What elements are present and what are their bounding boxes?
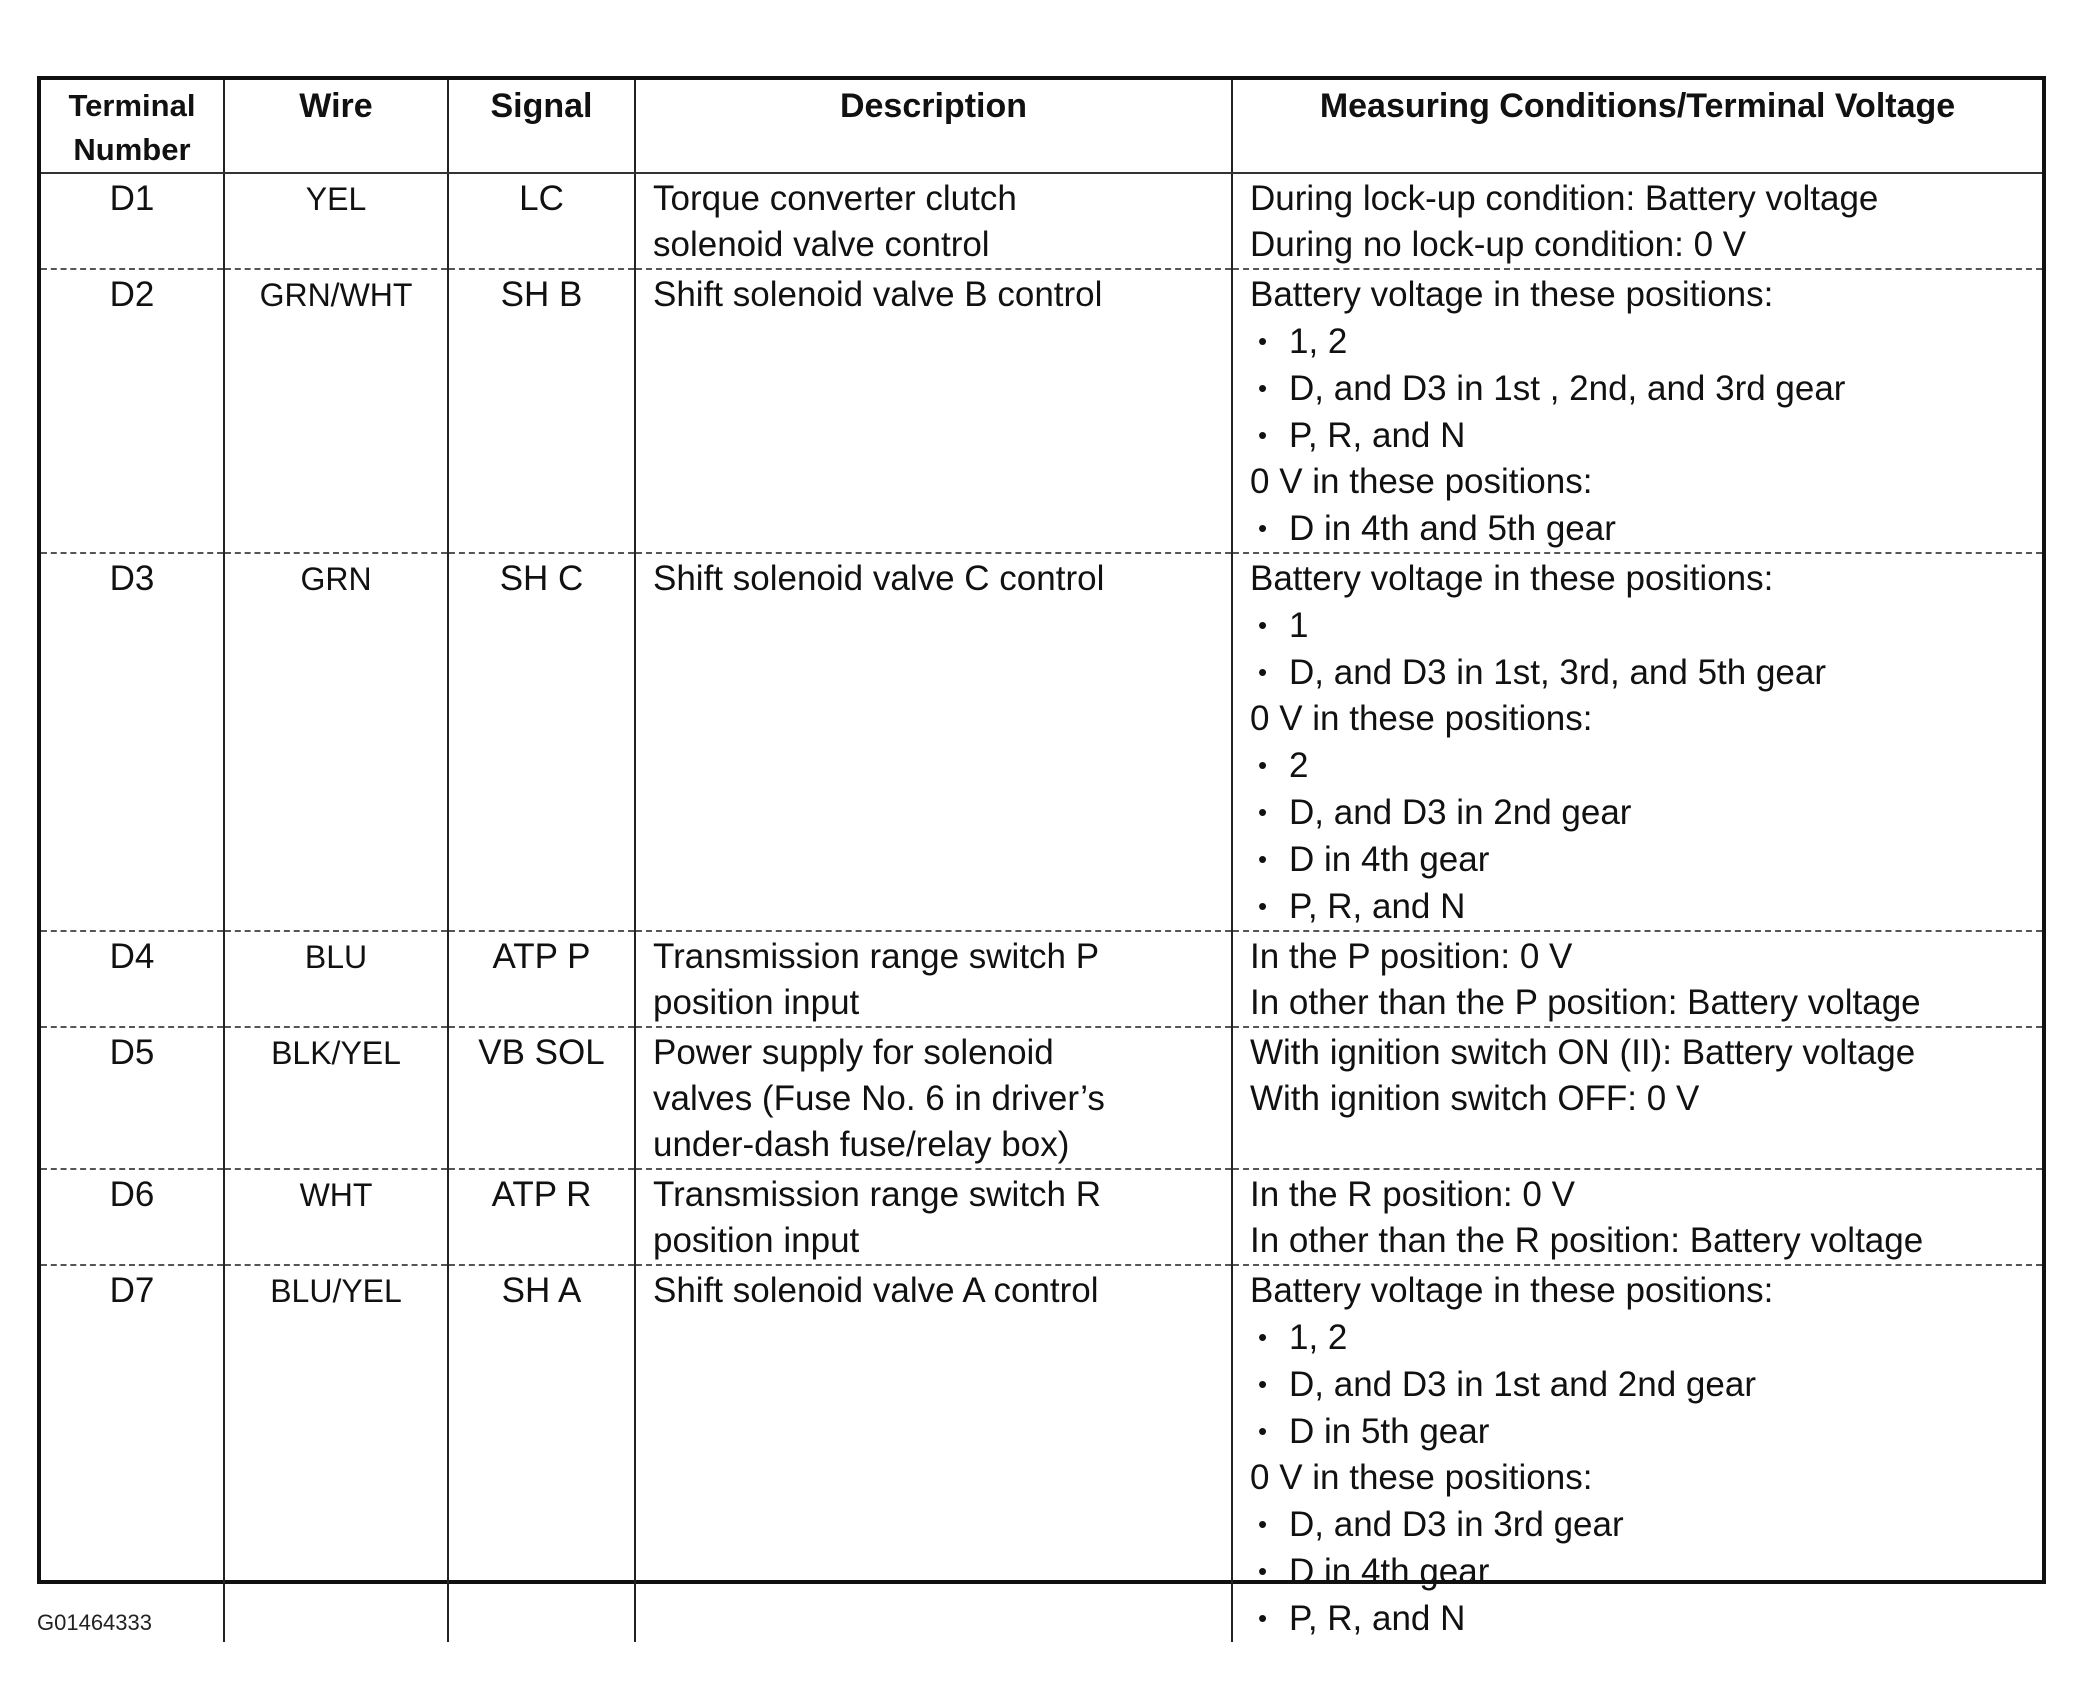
condition-text: D, and D3 in 1st, 3rd, and 5th gear: [1289, 653, 1826, 692]
header-signal: [448, 80, 635, 173]
header-line: Number: [73, 132, 191, 167]
description-cell: [635, 173, 1232, 269]
terminal-number-cell: [41, 1265, 224, 1642]
signal-name: SH A: [501, 1271, 582, 1310]
header-terminal-number: [41, 80, 224, 173]
description-cell: [635, 553, 1232, 931]
table-row: [41, 1265, 2042, 1642]
wire-color: WHT: [299, 1177, 373, 1213]
condition-line: During lock-up condition: Battery voltage: [1250, 179, 1879, 218]
header-description: [635, 80, 1232, 173]
condition-bullet-item: [1250, 789, 2042, 836]
condition-line: In the R position: 0 V: [1250, 1175, 1575, 1214]
condition-line: Battery voltage in these positions:: [1250, 559, 1774, 598]
table-row: [41, 269, 2042, 553]
condition-text: P, R, and N: [1289, 1599, 1466, 1638]
terminal-number-cell: [41, 931, 224, 1027]
bullet-icon: •: [1258, 891, 1268, 921]
table-row: [41, 1027, 2042, 1169]
wire-color-cell: [224, 1169, 448, 1265]
wire-color-cell: [224, 269, 448, 553]
table-row: [41, 553, 2042, 931]
wire-color-cell: [224, 1027, 448, 1169]
signal-name: ATP P: [492, 937, 591, 976]
conditions-cell: [1232, 1265, 2042, 1642]
terminal-number: D5: [109, 1033, 155, 1072]
terminal-voltage-table: [41, 80, 2042, 1642]
condition-bullet-item: [1250, 1408, 2042, 1455]
description-cell: [635, 931, 1232, 1027]
description-line: position input: [653, 1221, 860, 1260]
condition-line: In the P position: 0 V: [1250, 937, 1573, 976]
table-row: [41, 931, 2042, 1027]
condition-text: D in 5th gear: [1289, 1412, 1490, 1451]
bullet-icon: •: [1258, 1369, 1268, 1399]
terminal-number-cell: [41, 269, 224, 553]
terminal-number: D4: [109, 937, 155, 976]
condition-line: Battery voltage in these positions:: [1250, 275, 1774, 314]
wire-color: BLK/YEL: [271, 1035, 401, 1071]
terminal-number-cell: [41, 173, 224, 269]
wire-color: YEL: [305, 181, 367, 217]
conditions-cell: [1232, 931, 2042, 1027]
header-line: Signal: [490, 87, 593, 125]
condition-bullet-item: [1250, 836, 2042, 883]
condition-text: D, and D3 in 3rd gear: [1289, 1505, 1624, 1544]
description-cell: [635, 1169, 1232, 1265]
condition-text: D, and D3 in 1st and 2nd gear: [1289, 1365, 1756, 1404]
wire-color: GRN: [300, 561, 372, 597]
signal-name: ATP R: [491, 1175, 592, 1214]
condition-text: P, R, and N: [1289, 887, 1466, 926]
condition-bullet-item: [1250, 602, 2042, 649]
description-line: valves (Fuse No. 6 in driver’s: [653, 1079, 1105, 1118]
description-line: Shift solenoid valve B control: [653, 275, 1103, 314]
signal-name: VB SOL: [478, 1033, 605, 1072]
condition-text: 1, 2: [1289, 1318, 1348, 1357]
condition-bullet-item: [1250, 1595, 2042, 1642]
description-line: solenoid valve control: [653, 225, 990, 264]
bullet-icon: •: [1258, 657, 1268, 687]
terminal-number: D2: [109, 275, 155, 314]
signal-cell: [448, 1169, 635, 1265]
condition-text: D, and D3 in 1st , 2nd, and 3rd gear: [1289, 369, 1846, 408]
condition-line: With ignition switch OFF: 0 V: [1250, 1079, 1700, 1118]
description-line: under-dash fuse/relay box): [653, 1125, 1070, 1164]
terminal-number: D6: [109, 1175, 155, 1214]
terminal-number-cell: [41, 553, 224, 931]
wire-color: GRN/WHT: [259, 277, 413, 313]
description-cell: [635, 1265, 1232, 1642]
condition-line: 0 V in these positions:: [1250, 462, 1593, 501]
condition-bullet-item: [1250, 742, 2042, 789]
bullet-icon: •: [1258, 750, 1268, 780]
condition-line: 0 V in these positions:: [1250, 1458, 1593, 1497]
bullet-icon: •: [1258, 1416, 1268, 1446]
signal-cell: [448, 173, 635, 269]
condition-line: During no lock-up condition: 0 V: [1250, 225, 1747, 264]
wire-color-cell: [224, 931, 448, 1027]
condition-bullet-item: [1250, 1314, 2042, 1361]
wire-color: BLU: [304, 939, 368, 975]
bullet-icon: •: [1258, 610, 1268, 640]
conditions-cell: [1232, 269, 2042, 553]
conditions-cell: [1232, 553, 2042, 931]
signal-name: SH C: [499, 559, 584, 598]
condition-text: D in 4th gear: [1289, 1552, 1490, 1591]
condition-line: 0 V in these positions:: [1250, 699, 1593, 738]
wire-color-cell: [224, 1265, 448, 1642]
condition-text: P, R, and N: [1289, 416, 1466, 455]
condition-bullet-item: [1250, 1361, 2042, 1408]
condition-text: 2: [1289, 746, 1309, 785]
condition-bullet-item: [1250, 883, 2042, 930]
signal-cell: [448, 931, 635, 1027]
header-wire: [224, 80, 448, 173]
bullet-icon: •: [1258, 1509, 1268, 1539]
terminal-number-cell: [41, 1027, 224, 1169]
header-line: Description: [839, 87, 1028, 125]
condition-bullet-item: [1250, 412, 2042, 459]
bullet-icon: •: [1258, 373, 1268, 403]
wire-color-cell: [224, 553, 448, 931]
terminal-number: D1: [109, 179, 155, 218]
description-line: Power supply for solenoid: [653, 1033, 1054, 1072]
condition-line: In other than the P position: Battery voltage: [1250, 983, 1921, 1022]
conditions-cell: [1232, 1027, 2042, 1169]
signal-name: LC: [519, 179, 564, 218]
wire-color-cell: [224, 173, 448, 269]
description-cell: [635, 269, 1232, 553]
header-line: Wire: [299, 87, 373, 125]
figure-code: G01464333: [37, 1610, 152, 1635]
condition-line: With ignition switch ON (II): Battery voltage: [1250, 1033, 1916, 1072]
condition-bullet-item: [1250, 505, 2042, 552]
description-cell: [635, 1027, 1232, 1169]
header-line: Measuring Conditions/Terminal Voltage: [1319, 87, 1956, 125]
bullet-icon: •: [1258, 797, 1268, 827]
signal-cell: [448, 269, 635, 553]
bullet-icon: •: [1258, 844, 1268, 874]
condition-text: D, and D3 in 2nd gear: [1289, 793, 1632, 832]
description-line: Transmission range switch R: [653, 1175, 1102, 1214]
condition-text: D in 4th and 5th gear: [1289, 509, 1616, 548]
table-row: [41, 173, 2042, 269]
condition-text: 1: [1289, 606, 1309, 645]
table-body: [41, 173, 2042, 1642]
description-line: Torque converter clutch: [653, 179, 1017, 218]
condition-bullet-item: [1250, 1501, 2042, 1548]
bullet-icon: •: [1258, 513, 1268, 543]
bullet-icon: •: [1258, 1556, 1268, 1586]
conditions-cell: [1232, 173, 2042, 269]
terminal-number: D3: [109, 559, 155, 598]
description-line: Shift solenoid valve A control: [653, 1271, 1099, 1310]
conditions-cell: [1232, 1169, 2042, 1265]
condition-text: 1, 2: [1289, 322, 1348, 361]
bullet-icon: •: [1258, 326, 1268, 356]
condition-text: D in 4th gear: [1289, 840, 1490, 879]
signal-name: SH B: [500, 275, 583, 314]
condition-bullet-item: [1250, 1548, 2042, 1595]
signal-cell: [448, 1265, 635, 1642]
signal-cell: [448, 1027, 635, 1169]
signal-cell: [448, 553, 635, 931]
condition-bullet-item: [1250, 318, 2042, 365]
bullet-icon: •: [1258, 1603, 1268, 1633]
condition-bullet-item: [1250, 649, 2042, 696]
bullet-icon: •: [1258, 420, 1268, 450]
condition-bullet-item: [1250, 365, 2042, 412]
description-line: position input: [653, 983, 860, 1022]
terminal-number-cell: [41, 1169, 224, 1265]
description-line: Shift solenoid valve C control: [653, 559, 1105, 598]
description-line: Transmission range switch P: [653, 937, 1100, 976]
table-header-row: [41, 80, 2042, 173]
bullet-icon: •: [1258, 1322, 1268, 1352]
condition-line: In other than the R position: Battery voltage: [1250, 1221, 1924, 1260]
terminal-number: D7: [109, 1271, 155, 1310]
condition-line: Battery voltage in these positions:: [1250, 1271, 1774, 1310]
table-row: [41, 1169, 2042, 1265]
header-measuring-conditions: [1232, 80, 2042, 173]
wire-color: BLU/YEL: [270, 1273, 402, 1309]
header-line: Terminal: [68, 88, 196, 123]
